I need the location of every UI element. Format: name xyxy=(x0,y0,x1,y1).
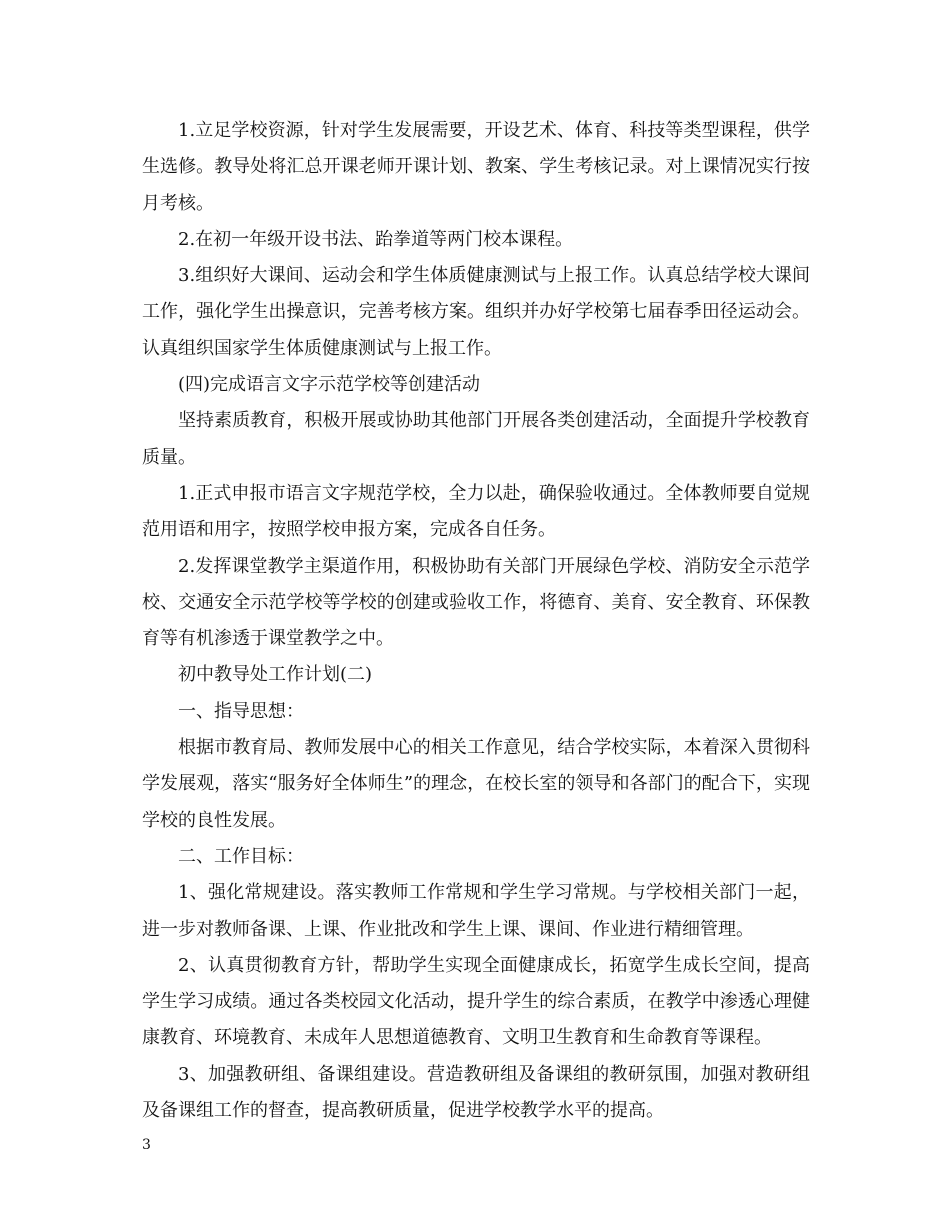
document-subtitle: 初中教导处工作计划(二) xyxy=(178,664,373,686)
section-heading-guiding-ideology: 一、指导思想： xyxy=(178,700,304,722)
page-number: 3 xyxy=(142,1137,151,1153)
paragraph-language-standard: 1.正式申报市语言文字规范学校，全力以赴，确保验收通过。全体教师要自觉规范用语和用字，按照学校申报方案，完成各自任务。 xyxy=(142,482,810,541)
paragraph-goal-research-groups: 3、加强教研组、备课组建设。营造教研组及备课组的教研氛围，加强对教研组及备课组工作的督查，提高教研质量，促进学校教学水平的提高。 xyxy=(142,1063,810,1122)
paragraph-sports-activities: 3.组织好大课间、运动会和学生体质健康测试与上报工作。认真总结学校大课间工作，强化学生出操意识，完善考核方案。组织并办好学校第七届春季田径运动会。认真组织国家学生体质健康测试与上报工作。 xyxy=(142,265,810,359)
paragraph-school-courses: 2.在初一年级开设书法、跆拳道等两门校本课程。 xyxy=(178,228,574,250)
document-body xyxy=(142,113,810,1129)
paragraph-classroom-channel: 2.发挥课堂教学主渠道作用，积极协助有关部门开展绿色学校、消防安全示范学校、交通安全示范学校等学校的创建或验收工作，将德育、美育、安全教育、环保教育等有机渗透于课堂教学之中。 xyxy=(142,555,810,650)
paragraph-guiding-ideology: 根据市教育局、教师发展中心的相关工作意见，结合学校实际，本着深入贯彻科学发展观，落实“服务好全体师生”的理念，在校长室的领导和各部门的配合下，实现学校的良性发展。 xyxy=(142,737,810,831)
paragraph-quality-education: 坚持素质教育，积极开展或协助其他部门开展各类创建活动，全面提升学校教育质量。 xyxy=(142,410,810,468)
section-heading-language-school: (四)完成语言文字示范学校等创建活动 xyxy=(178,374,481,396)
section-heading-work-goals: 二、工作目标： xyxy=(178,845,304,867)
paragraph-goal-education-policy: 2、认真贯彻教育方针，帮助学生实现全面健康成长，拓宽学生成长空间，提高学生学习成绩。通过各类校园文化活动，提升学生的综合素质，在教学中渗透心理健康教育、环境教育、未成年人思想道德教育、文明卫生教育和生命教育等课程。 xyxy=(142,954,810,1049)
paragraph-goal-routine: 1、强化常规建设。落实教师工作常规和学生学习常规。与学校相关部门一起，进一步对教师备课、上课、作业批改和学生上课、课间、作业进行精细管理。 xyxy=(142,882,810,940)
paragraph-course-offerings: 1.立足学校资源，针对学生发展需要，开设艺术、体育、科技等类型课程，供学生选修。教导处将汇总开课老师开课计划、教案、学生考核记录。对上课情况实行按月考核。 xyxy=(142,120,810,214)
